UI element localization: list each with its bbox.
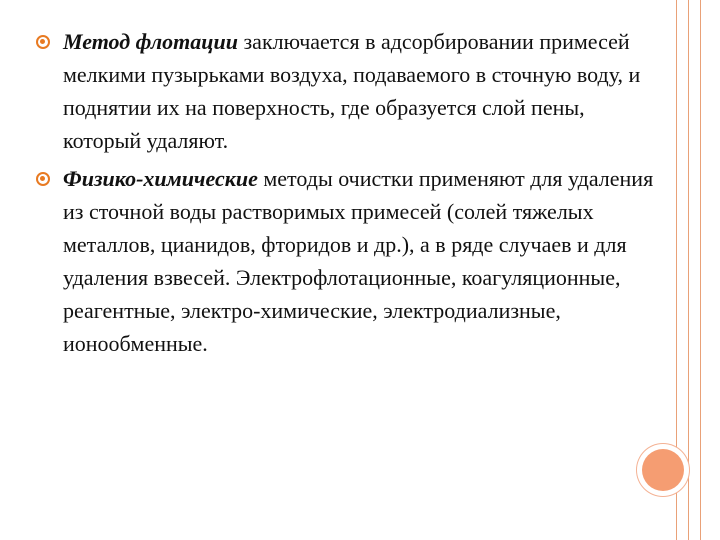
bullet-physicochemical	[36, 162, 666, 360]
bullet-flotation	[36, 25, 666, 157]
rail-line-last	[700, 0, 701, 540]
rail-line-inner	[688, 0, 689, 540]
text-physicochemical: методы очистки применяют для удаления из сточной воды растворимых примесей (солей тяжелых металлов, цианидов, фторидов и др.), а в ряде случаев и для удаления взвесей. Электрофлотационные, коагуляционные, реагентные, электро-химические, электродиализные, ионообменные.	[63, 166, 654, 356]
circle-bullet-icon	[36, 172, 50, 186]
slide-content	[36, 25, 666, 365]
text-flotation: заключается в адсорбировании примесей мелкими пузырьками воздуха, подаваемого в сточную воду, и поднятии их на поверхность, где образуется слой пены, который удаляют.	[63, 29, 641, 153]
orange-circle-decoration	[642, 449, 684, 491]
term-flotation: Метод флотации	[63, 29, 238, 54]
circle-bullet-icon	[36, 35, 50, 49]
term-physicochemical: Физико-химические	[63, 166, 258, 191]
